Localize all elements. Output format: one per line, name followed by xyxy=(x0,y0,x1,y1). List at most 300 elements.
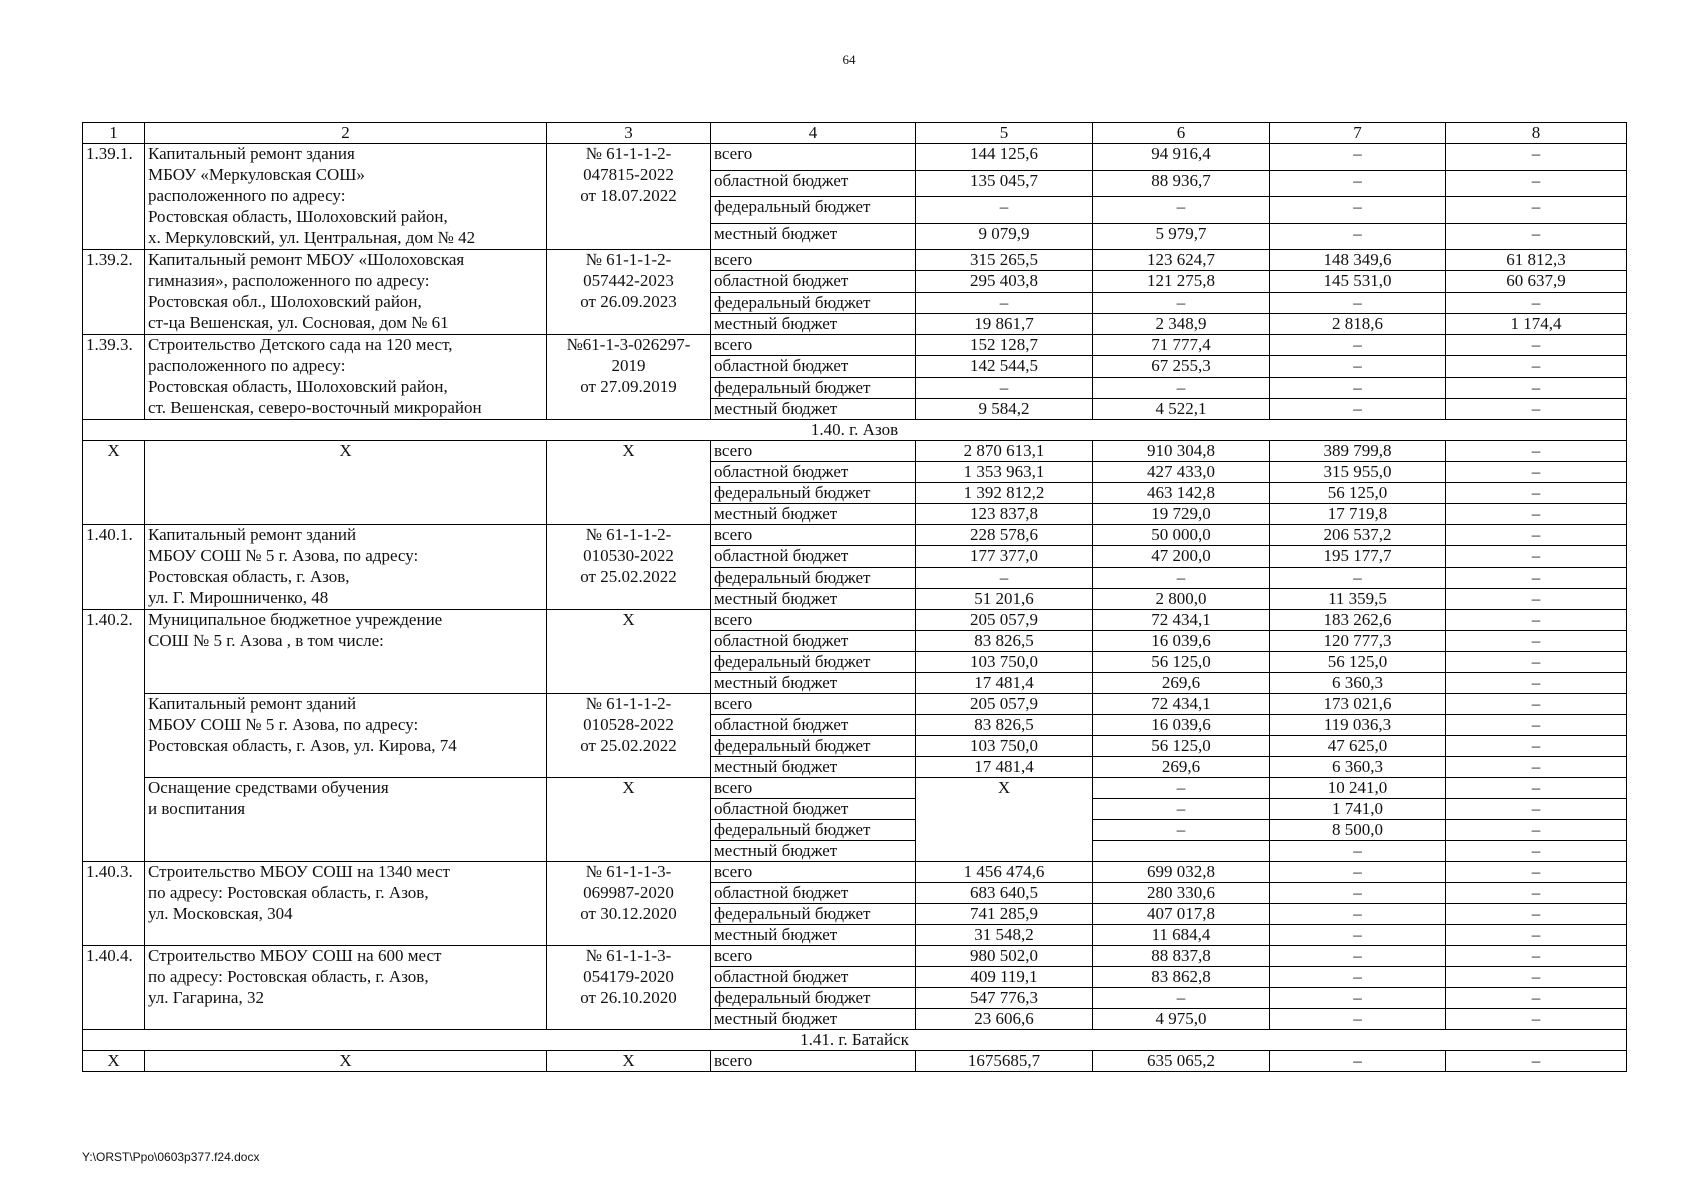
value-cell: 123 837,8 xyxy=(916,504,1093,525)
item-name-line: ул. Г. Мирошниченко, 48 xyxy=(148,588,329,607)
value-cell: 51 201,6 xyxy=(916,588,1093,609)
value-cell: 120 777,3 xyxy=(1270,631,1446,652)
value-cell: – xyxy=(1270,292,1446,313)
item-number: 1.39.3. xyxy=(83,335,145,420)
value-cell: – xyxy=(1446,292,1627,313)
sub-item-document-line: 010528-2022 xyxy=(583,715,674,734)
budget-type-cell: федеральный бюджет xyxy=(711,904,916,925)
value-cell: 60 637,9 xyxy=(1446,271,1627,292)
table-row xyxy=(83,441,1627,462)
value-cell: 177 377,0 xyxy=(916,546,1093,567)
budget-type-cell: федеральный бюджет xyxy=(711,820,916,841)
value-cell: 2 818,6 xyxy=(1270,313,1446,334)
budget-type-cell: всего xyxy=(711,441,916,462)
value-cell: 427 433,0 xyxy=(1093,462,1270,483)
table-row xyxy=(83,610,1627,631)
budget-type-cell: федеральный бюджет xyxy=(711,652,916,673)
value-cell: 547 776,3 xyxy=(916,988,1093,1009)
budget-type-cell: всего xyxy=(711,694,916,715)
value-cell: – xyxy=(1446,398,1627,419)
item-document xyxy=(547,862,711,946)
value-cell: 88 936,7 xyxy=(1093,170,1270,197)
item-document: Х xyxy=(547,1051,711,1072)
item-name-line: Ростовская обл., Шолоховский район, xyxy=(148,292,422,311)
item-document xyxy=(547,144,711,250)
value-cell: 16 039,6 xyxy=(1093,631,1270,652)
value-cell: – xyxy=(1446,883,1627,904)
budget-type-cell: областной бюджет xyxy=(711,170,916,197)
value-cell: 1 353 963,1 xyxy=(916,462,1093,483)
value-cell: 4 522,1 xyxy=(1093,398,1270,419)
budget-type-cell: федеральный бюджет xyxy=(711,988,916,1009)
value-cell: – xyxy=(1093,197,1270,224)
value-cell: 144 125,6 xyxy=(916,144,1093,171)
table-row xyxy=(83,946,1627,967)
footer-file-path: Y:\ORST\Ppo\0603p377.f24.docx xyxy=(82,1150,260,1164)
item-name-line: Капитальный ремонт МБОУ «Шолоховская xyxy=(148,250,465,269)
budget-type-cell: всего xyxy=(711,946,916,967)
budget-type-cell: областной бюджет xyxy=(711,715,916,736)
value-cell: 2 348,9 xyxy=(1093,313,1270,334)
item-document-line: от 26.09.2023 xyxy=(580,292,677,311)
item-name xyxy=(145,144,547,250)
value-cell: – xyxy=(1446,1009,1627,1030)
value-cell: – xyxy=(1446,778,1627,799)
value-cell: 31 548,2 xyxy=(916,925,1093,946)
value-cell: 205 057,9 xyxy=(916,610,1093,631)
section-title: 1.40. г. Азов xyxy=(83,420,1627,441)
column-header: 6 xyxy=(1093,123,1270,144)
section-row xyxy=(83,420,1627,441)
value-cell: 1 174,4 xyxy=(1446,313,1627,334)
sub-item-name-line: МБОУ СОШ № 5 г. Азова, по адресу: xyxy=(148,715,419,734)
item-document-line: от 30.12.2020 xyxy=(580,904,677,923)
value-cell: 206 537,2 xyxy=(1270,525,1446,546)
value-cell: – xyxy=(1270,925,1446,946)
value-cell: – xyxy=(1093,292,1270,313)
value-cell: 47 625,0 xyxy=(1270,736,1446,757)
item-name-line: Ростовская область, Шолоховский район, xyxy=(148,207,448,226)
item-document-line: 010530-2022 xyxy=(583,546,674,565)
value-cell: 9 079,9 xyxy=(916,223,1093,250)
budget-type-cell: местный бюджет xyxy=(711,1009,916,1030)
column-header: 2 xyxy=(145,123,547,144)
item-document-line: № 61-1-1-2- xyxy=(585,144,672,163)
value-cell: 9 584,2 xyxy=(916,398,1093,419)
value-cell: 152 128,7 xyxy=(916,335,1093,356)
value-cell: 741 285,9 xyxy=(916,904,1093,925)
value-cell: – xyxy=(1446,483,1627,504)
value-cell: 295 403,8 xyxy=(916,271,1093,292)
value-cell: 389 799,8 xyxy=(1270,441,1446,462)
item-document xyxy=(547,335,711,420)
table-row xyxy=(83,144,1627,171)
budget-type-cell: всего xyxy=(711,610,916,631)
value-cell: 19 861,7 xyxy=(916,313,1093,334)
value-cell: 17 481,4 xyxy=(916,757,1093,778)
value-cell: 2 870 613,1 xyxy=(916,441,1093,462)
value-cell: – xyxy=(1446,736,1627,757)
budget-type-cell: всего xyxy=(711,335,916,356)
column-header: 7 xyxy=(1270,123,1446,144)
table-row xyxy=(83,778,1627,799)
value-cell: 228 578,6 xyxy=(916,525,1093,546)
item-number: 1.40.3. xyxy=(83,862,145,946)
budget-type-cell: федеральный бюджет xyxy=(711,736,916,757)
value-cell: 1 392 812,2 xyxy=(916,483,1093,504)
value-cell: – xyxy=(1270,377,1446,398)
table-row xyxy=(83,1051,1627,1072)
item-document-line: от 27.09.2019 xyxy=(580,377,677,396)
table-row xyxy=(83,250,1627,271)
value-cell: 56 125,0 xyxy=(1270,652,1446,673)
column-header: 5 xyxy=(916,123,1093,144)
sub-item-name-line: Оснащение средствами обучения xyxy=(148,778,389,797)
value-cell: – xyxy=(1270,197,1446,224)
value-cell: 56 125,0 xyxy=(1093,736,1270,757)
item-name xyxy=(145,335,547,420)
value-cell: 23 606,6 xyxy=(916,1009,1093,1030)
value-cell: – xyxy=(1446,144,1627,171)
value-cell: – xyxy=(1446,588,1627,609)
value-cell: 683 640,5 xyxy=(916,883,1093,904)
item-number: 1.39.2. xyxy=(83,250,145,335)
value-cell: – xyxy=(1270,988,1446,1009)
value-cell: – xyxy=(1446,694,1627,715)
value-cell: 280 330,6 xyxy=(1093,883,1270,904)
item-document-line: № 61-1-1-3- xyxy=(585,862,672,881)
value-cell: – xyxy=(1446,610,1627,631)
value-cell: 17 481,4 xyxy=(916,673,1093,694)
item-number: 1.40.2. xyxy=(83,610,145,862)
value-cell: – xyxy=(1446,673,1627,694)
item-name-line: Капитальный ремонт здания xyxy=(148,144,355,163)
value-cell: 103 750,0 xyxy=(916,736,1093,757)
item-name-line: ст-ца Вешенская, ул. Сосновая, дом № 61 xyxy=(148,313,449,332)
budget-type-cell: местный бюджет xyxy=(711,588,916,609)
item-name-line: по адресу: Ростовская область, г. Азов, xyxy=(148,883,429,902)
value-cell: 19 729,0 xyxy=(1093,504,1270,525)
item-name-line: Строительство МБОУ СОШ на 1340 мест xyxy=(148,862,450,881)
budget-type-cell: местный бюджет xyxy=(711,757,916,778)
value-cell: – xyxy=(1446,631,1627,652)
value-cell: – xyxy=(1270,1051,1446,1072)
item-name-line: Строительство Детского сада на 120 мест, xyxy=(148,335,453,354)
value-cell: – xyxy=(1093,988,1270,1009)
item-name-line: Капитальный ремонт зданий xyxy=(148,525,357,544)
value-cell: – xyxy=(1093,567,1270,588)
item-name-line: ст. Вешенская, северо-восточный микрорайон xyxy=(148,398,482,417)
value-cell: – xyxy=(1446,904,1627,925)
value-cell: – xyxy=(1446,525,1627,546)
item-number: 1.39.1. xyxy=(83,144,145,250)
value-cell: 135 045,7 xyxy=(916,170,1093,197)
budget-type-cell: федеральный бюджет xyxy=(711,567,916,588)
budget-type-cell: всего xyxy=(711,144,916,171)
value-cell: 315 955,0 xyxy=(1270,462,1446,483)
item-number: 1.40.1. xyxy=(83,525,145,610)
value-cell: – xyxy=(1446,1051,1627,1072)
item-name-line: расположенного по адресу: xyxy=(148,186,346,205)
item-name-line: Муниципальное бюджетное учреждение xyxy=(148,610,443,629)
item-document-line: от 25.02.2022 xyxy=(580,567,677,586)
value-cell: 121 275,8 xyxy=(1093,271,1270,292)
budget-type-cell: местный бюджет xyxy=(711,398,916,419)
value-cell: – xyxy=(1270,883,1446,904)
budget-type-cell: областной бюджет xyxy=(711,799,916,820)
value-cell: – xyxy=(1446,925,1627,946)
table-row xyxy=(83,335,1627,356)
item-name-line: расположенного по адресу: xyxy=(148,356,346,375)
item-document: Х xyxy=(547,441,711,525)
item-document-line: 047815-2022 xyxy=(583,165,674,184)
value-cell: 142 544,5 xyxy=(916,356,1093,377)
value-cell: – xyxy=(1446,356,1627,377)
value-cell: – xyxy=(1270,170,1446,197)
budget-type-cell: местный бюджет xyxy=(711,673,916,694)
value-cell: – xyxy=(1446,715,1627,736)
sub-item-name-line: Ростовская область, г. Азов, ул. Кирова, 74 xyxy=(148,736,457,755)
value-cell: 463 142,8 xyxy=(1093,483,1270,504)
value-cell: 173 021,6 xyxy=(1270,694,1446,715)
budget-type-cell: всего xyxy=(711,1051,916,1072)
item-document-line: 054179-2020 xyxy=(583,967,674,986)
item-document xyxy=(547,250,711,335)
value-cell: 103 750,0 xyxy=(916,652,1093,673)
value-cell: – xyxy=(1446,567,1627,588)
item-name-line: по адресу: Ростовская область, г. Азов, xyxy=(148,967,429,986)
value-cell: 50 000,0 xyxy=(1093,525,1270,546)
value-cell: – xyxy=(1270,862,1446,883)
value-cell: – xyxy=(1093,820,1270,841)
value-cell: – xyxy=(1093,778,1270,799)
value-cell: 1 456 474,6 xyxy=(916,862,1093,883)
item-document-line: 069987-2020 xyxy=(583,883,674,902)
page-number: 64 xyxy=(842,52,856,67)
value-cell: – xyxy=(1446,462,1627,483)
column-header: 3 xyxy=(547,123,711,144)
value-cell: 407 017,8 xyxy=(1093,904,1270,925)
budget-type-cell: федеральный бюджет xyxy=(711,377,916,398)
item-number: Х xyxy=(83,1051,145,1072)
budget-type-cell: всего xyxy=(711,250,916,271)
column-header: 8 xyxy=(1446,123,1627,144)
value-cell: – xyxy=(1270,1009,1446,1030)
item-name-line: гимназия», расположенного по адресу: xyxy=(148,271,430,290)
value-cell: – xyxy=(916,377,1093,398)
value-cell: – xyxy=(1446,197,1627,224)
sub-item-name xyxy=(145,778,547,862)
item-name-line: Строительство МБОУ СОШ на 600 мест xyxy=(148,946,442,965)
budget-type-cell: местный бюджет xyxy=(711,841,916,862)
value-cell: 145 531,0 xyxy=(1270,271,1446,292)
value-cell: – xyxy=(1446,988,1627,1009)
item-document-line: №61-1-3-026297- xyxy=(566,335,691,354)
budget-type-cell: областной бюджет xyxy=(711,631,916,652)
value-cell: – xyxy=(1270,904,1446,925)
value-cell: 83 826,5 xyxy=(916,715,1093,736)
value-cell: 4 975,0 xyxy=(1093,1009,1270,1030)
value-cell: 315 265,5 xyxy=(916,250,1093,271)
value-cell: Х xyxy=(916,778,1093,862)
value-cell: 83 826,5 xyxy=(916,631,1093,652)
value-cell: 16 039,6 xyxy=(1093,715,1270,736)
value-cell: 56 125,0 xyxy=(1270,483,1446,504)
budget-type-cell: местный бюджет xyxy=(711,925,916,946)
value-cell: – xyxy=(1446,441,1627,462)
value-cell: 67 255,3 xyxy=(1093,356,1270,377)
value-cell: 94 916,4 xyxy=(1093,144,1270,171)
item-name-line: ул. Гагарина, 32 xyxy=(148,988,264,1007)
header-row xyxy=(83,123,1627,144)
value-cell: – xyxy=(1446,223,1627,250)
budget-type-cell: местный бюджет xyxy=(711,223,916,250)
item-document: Х xyxy=(547,610,711,694)
budget-type-cell: областной бюджет xyxy=(711,546,916,567)
budget-table xyxy=(82,122,1627,1072)
sub-item-name-line: и воспитания xyxy=(148,799,246,818)
budget-type-cell: всего xyxy=(711,862,916,883)
value-cell: – xyxy=(1446,504,1627,525)
value-cell: 195 177,7 xyxy=(1270,546,1446,567)
value-cell: 61 812,3 xyxy=(1446,250,1627,271)
column-header: 4 xyxy=(711,123,916,144)
value-cell: 2 800,0 xyxy=(1093,588,1270,609)
table-row xyxy=(83,525,1627,546)
sub-item-document: Х xyxy=(547,778,711,862)
value-cell: – xyxy=(916,197,1093,224)
item-name-line: МБОУ «Меркуловская СОШ» xyxy=(148,165,365,184)
budget-type-cell: федеральный бюджет xyxy=(711,197,916,224)
item-name: Х xyxy=(145,441,547,525)
item-number: 1.40.4. xyxy=(83,946,145,1030)
budget-type-cell: областной бюджет xyxy=(711,462,916,483)
value-cell: 88 837,8 xyxy=(1093,946,1270,967)
budget-type-cell: федеральный бюджет xyxy=(711,483,916,504)
budget-type-cell: всего xyxy=(711,525,916,546)
value-cell: 11 684,4 xyxy=(1093,925,1270,946)
value-cell: 10 241,0 xyxy=(1270,778,1446,799)
budget-type-cell: областной бюджет xyxy=(711,883,916,904)
value-cell: 47 200,0 xyxy=(1093,546,1270,567)
value-cell: – xyxy=(1446,377,1627,398)
value-cell: 6 360,3 xyxy=(1270,757,1446,778)
value-cell: – xyxy=(1270,144,1446,171)
value-cell: 980 502,0 xyxy=(916,946,1093,967)
value-cell: – xyxy=(1446,862,1627,883)
budget-table-container xyxy=(82,122,1626,1072)
budget-type-cell: областной бюджет xyxy=(711,271,916,292)
item-number: Х xyxy=(83,441,145,525)
item-name-line: Ростовская область, г. Азов, xyxy=(148,567,350,586)
item-document-line: № 61-1-1-3- xyxy=(585,946,672,965)
item-name xyxy=(145,525,547,610)
value-cell: 5 979,7 xyxy=(1093,223,1270,250)
value-cell: – xyxy=(1446,335,1627,356)
value-cell: – xyxy=(1446,652,1627,673)
sub-item-document-line: от 25.02.2022 xyxy=(580,736,677,755)
sub-item-document-line: № 61-1-1-2- xyxy=(585,694,672,713)
value-cell: 11 359,5 xyxy=(1270,588,1446,609)
item-name xyxy=(145,862,547,946)
value-cell: – xyxy=(1270,398,1446,419)
value-cell: – xyxy=(1270,567,1446,588)
value-cell: 17 719,8 xyxy=(1270,504,1446,525)
item-name xyxy=(145,610,547,694)
value-cell: 269,6 xyxy=(1093,673,1270,694)
item-name-line: х. Меркуловский, ул. Центральная, дом № 42 xyxy=(148,228,476,247)
sub-item-name-line: Капитальный ремонт зданий xyxy=(148,694,357,713)
section-title: 1.41. г. Батайск xyxy=(83,1030,1627,1051)
value-cell: – xyxy=(1093,377,1270,398)
budget-type-cell: областной бюджет xyxy=(711,967,916,988)
item-name-line: ул. Московская, 304 xyxy=(148,904,293,923)
value-cell: – xyxy=(1446,799,1627,820)
item-document xyxy=(547,946,711,1030)
value-cell: 72 434,1 xyxy=(1093,610,1270,631)
item-document xyxy=(547,525,711,610)
item-name xyxy=(145,946,547,1030)
value-cell: 699 032,8 xyxy=(1093,862,1270,883)
budget-type-cell: местный бюджет xyxy=(711,313,916,334)
item-document-line: от 18.07.2022 xyxy=(580,186,677,205)
value-cell: – xyxy=(916,567,1093,588)
value-cell: – xyxy=(1446,546,1627,567)
value-cell: 56 125,0 xyxy=(1093,652,1270,673)
item-document-line: от 26.10.2020 xyxy=(580,988,677,1007)
value-cell: 1 741,0 xyxy=(1270,799,1446,820)
section-row xyxy=(83,1030,1627,1051)
value-cell: 183 262,6 xyxy=(1270,610,1446,631)
budget-type-cell: всего xyxy=(711,778,916,799)
value-cell: 8 500,0 xyxy=(1270,820,1446,841)
value-cell: – xyxy=(1446,946,1627,967)
value-cell: – xyxy=(1446,841,1627,862)
table-row xyxy=(83,694,1627,715)
table-row xyxy=(83,862,1627,883)
value-cell: – xyxy=(1270,946,1446,967)
item-document-line: № 61-1-1-2- xyxy=(585,250,672,269)
value-cell: 205 057,9 xyxy=(916,694,1093,715)
value-cell: 635 065,2 xyxy=(1093,1051,1270,1072)
value-cell: – xyxy=(1270,356,1446,377)
item-name: Х xyxy=(145,1051,547,1072)
value-cell: – xyxy=(1446,170,1627,197)
value-cell: – xyxy=(916,292,1093,313)
column-header: 1 xyxy=(83,123,145,144)
value-cell: 123 624,7 xyxy=(1093,250,1270,271)
item-name-line: МБОУ СОШ № 5 г. Азова, по адресу: xyxy=(148,546,419,565)
sub-item-document xyxy=(547,694,711,778)
item-document-line: № 61-1-1-2- xyxy=(585,525,672,544)
value-cell: 1675685,7 xyxy=(916,1051,1093,1072)
item-document-line: 057442-2023 xyxy=(583,271,674,290)
budget-type-cell: областной бюджет xyxy=(711,356,916,377)
value-cell xyxy=(1093,841,1270,862)
value-cell: 409 119,1 xyxy=(916,967,1093,988)
budget-type-cell: местный бюджет xyxy=(711,504,916,525)
value-cell: 83 862,8 xyxy=(1093,967,1270,988)
value-cell: 71 777,4 xyxy=(1093,335,1270,356)
sub-item-name xyxy=(145,694,547,778)
value-cell: 910 304,8 xyxy=(1093,441,1270,462)
value-cell: – xyxy=(1093,799,1270,820)
value-cell: – xyxy=(1446,967,1627,988)
value-cell: – xyxy=(1446,757,1627,778)
budget-type-cell: федеральный бюджет xyxy=(711,292,916,313)
item-name-line: СОШ № 5 г. Азова , в том числе: xyxy=(148,631,384,650)
item-name-line: Ростовская область, Шолоховский район, xyxy=(148,377,448,396)
